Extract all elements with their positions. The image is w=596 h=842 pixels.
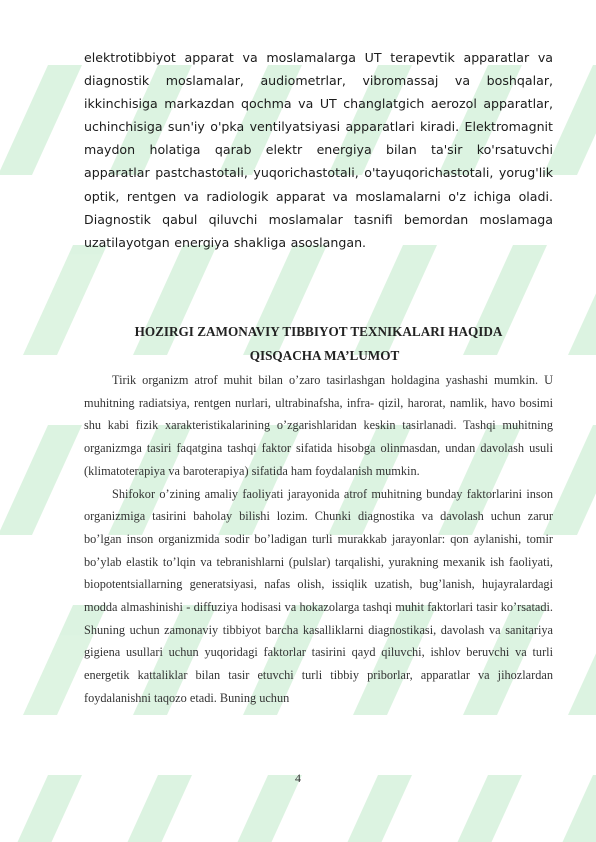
page-number: 4 — [295, 771, 301, 785]
section-body — [84, 369, 553, 710]
body-paragraph-1: Tirik organizm atrof muhit bilan o’zaro tasirlashgan holdagina yashashi mumkin. U muhitning radiatsiya, rentgen nurlari, ultrabinafsha, infra- qizil, harorat, namlik, havo bosimi shu kabi fizik xarakteristikalarining o’zgarishlaridan keskin tasirlanadi. Tashqi muhitning organizmga tasiri faqatgina tashqi faktor sifatida hisobga olinmasdan, undan davolash usuli (klimatoterapiya va baroterapiya) sifatida ham foydalanish mumkin. — [84, 373, 553, 478]
watermark-slash — [0, 65, 82, 175]
body-paragraph-2: Shifokor o’zining amaliy faoliyati jarayonida atrof muhitning bunday faktorlarini inson organizmiga tasirini baholay bilishi lozim. Chunki diagnostika va davolash uchun zarur bo’lgan inson organizmida sodir bo’ladigan turli murakkab jarayonlar: qon aylanishi, tomir bo’ylab elastik to’lqin va tebranishlarni (pulslar) tarqalishi, yurakning mexanik ish faoliyati, biopotentsiallarning generatsiyasi, nafas olish, issiqlik uzatish, bug’lanish, hujayralardagi modda almashinishi - diffuziya hodisasi va hokazolarga tashqi muhit faktorlari tasir ko’rsatadi. Shuning uchun zamonaviy tibbiyot barcha kasalliklarni diagnostikasi, davolash va sanitariya gigiena usullari uchun yuqoridagi faktorlar tasirini qayd qiluvchi, ishlov beruvchi va turli energetik kattaliklar bilan tasir etuvchi turli tibbiy priborlar, apparatlar va jihozlardan foydalanishni taqozo etadi. Buning uchun — [84, 486, 553, 705]
watermark-slash — [0, 425, 82, 535]
section-heading-line-1: HOZIRGI ZAMONAVIY TIBBIYOT TEXNIKALARI HAQIDA — [134, 324, 503, 339]
section-heading-line-2: QISQACHA MA’LUMOT — [249, 347, 400, 363]
intro-paragraph: elektrotibbiyot apparat va moslamalarga UT terapevtik apparatlar va diagnostik moslamalar, audiometrlar, vibromassaj va boshqalar, ikkinchisiga markazdan qochma va UT changlatgich aerozol apparatlar, uchinchisiga sun'iy o'pka ventilyatsiyasi apparatlari kiradi. Elektromagnit maydon holatiga qarab elektr energiya bilan ta'sir ko'rsatuvchi apparatlar pastchastotali, yuqorichastotali, o'tayuqorichastotali, yorug'lik optik, rentgen va radiologik apparat va moslamalarni o'z ichiga oladi. Diagnostik qabul qiluvchi moslamalar tasnifi bemordan moslamaga uzatilayotgan energiya shakliga asoslangan. — [84, 50, 553, 250]
watermark-slash — [568, 605, 596, 715]
watermark-slash — [568, 245, 596, 355]
section-heading — [84, 320, 553, 367]
intro-text-block — [84, 46, 553, 254]
